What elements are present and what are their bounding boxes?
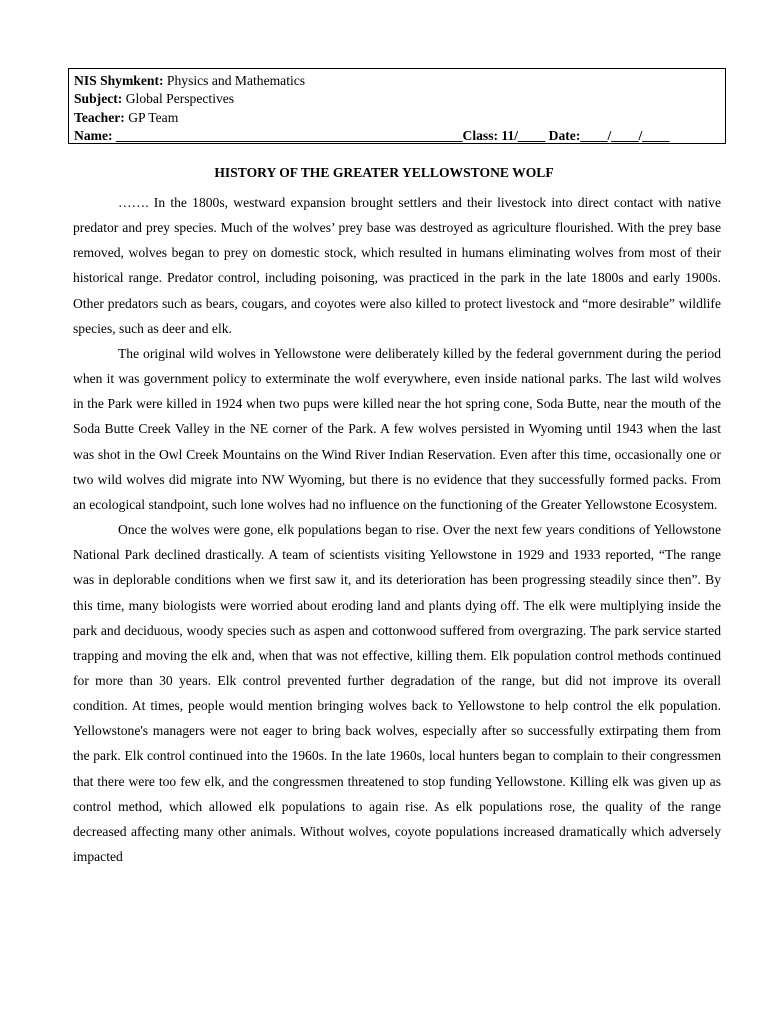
worksheet-header xyxy=(68,68,726,144)
name-class-date-row xyxy=(74,127,725,145)
name-class-date-line: Name: ___________________________________________________Class: 11/____ Date:____/____/____ xyxy=(74,127,670,143)
subject-value: Global Perspectives xyxy=(122,91,235,107)
paragraph: The original wild wolves in Yellowstone were deliberately killed by the federal government during the period when it was government policy to exterminate the wolf everywhere, even inside national parks. The last wild wolves in the Park were killed in 1924 when two pups were killed near the hot spring cone, Soda Butte, near the mouth of the Soda Butte Creek Valley in the NE corner of the Park. A few wolves persisted in Wyoming until 1943 when the last was shot in the Owl Creek Mountains on the Wind River Indian Reservation. Even after this time, occasionally one or two wild wolves did migrate into NW Wyoming, but there is no evidence that they successfully formed packs. From an ecological standpoint, such lone wolves had no influence on the functioning of the Greater Yellowstone Ecosystem. xyxy=(73,345,721,512)
teacher-value: GP Team xyxy=(124,109,179,125)
teacher-label: Teacher: xyxy=(74,109,125,125)
document-title: HISTORY OF THE GREATER YELLOWSTONE WOLF xyxy=(214,165,554,180)
subject-row xyxy=(74,90,725,108)
paragraph: Once the wolves were gone, elk populations began to rise. Over the next few years conditions of Yellowstone National Park declined drastically. A team of scientists visiting Yellowstone in 1929 and 1933 reported, “The range was in deplorable conditions when we first saw it, and its deterioration has been progressing steadily since then”. By this time, many biologists were worried about eroding land and plants dying off. The elk were multiplying inside the park and deciduous, woody species such as aspen and cottonwood suffered from overgrazing. The park service started trapping and moving the elk and, when that was not effective, killing them. Elk population control methods continued for more than 30 years. Elk control prevented further degradation of the range, but did not improve its overall condition. At times, people would mention bringing wolves back to Yellowstone to help control the elk population. Yellowstone's managers were not eager to bring back wolves, especially after so successfully extirpating them from the park. Elk control continued into the 1960s. In the late 1960s, local hunters began to complain to their congressmen that there were too few elk, and the congressmen threatened to stop funding Yellowstone. Killing elk was given up as control method, which allowed elk populations to again rise. As elk populations rose, the quality of the range decreased affecting many other animals. Without wolves, coyote populations increased dramatically which adversely impacted xyxy=(73,522,721,865)
document-body xyxy=(73,190,721,869)
school-row xyxy=(74,72,725,90)
teacher-row xyxy=(74,109,725,127)
subject-label: Subject: xyxy=(74,91,123,107)
paragraph: ……. In the 1800s, westward expansion brought settlers and their livestock into direct contact with native predator and prey species. Much of the wolves’ prey base was destroyed as agriculture flourished. With the prey base removed, wolves began to prey on domestic stock, which resulted in humans eliminating wolves from most of their historical range. Predator control, including poisoning, was practiced in the park in the late 1800s and early 1900s. Other predators such as bears, cougars, and coyotes were also killed to protect livestock and “more desirable” wildlife species, such as deer and elk. xyxy=(73,195,721,336)
school-label: NIS Shymkent: xyxy=(74,73,164,88)
school-value: Physics and Mathematics xyxy=(163,73,306,88)
